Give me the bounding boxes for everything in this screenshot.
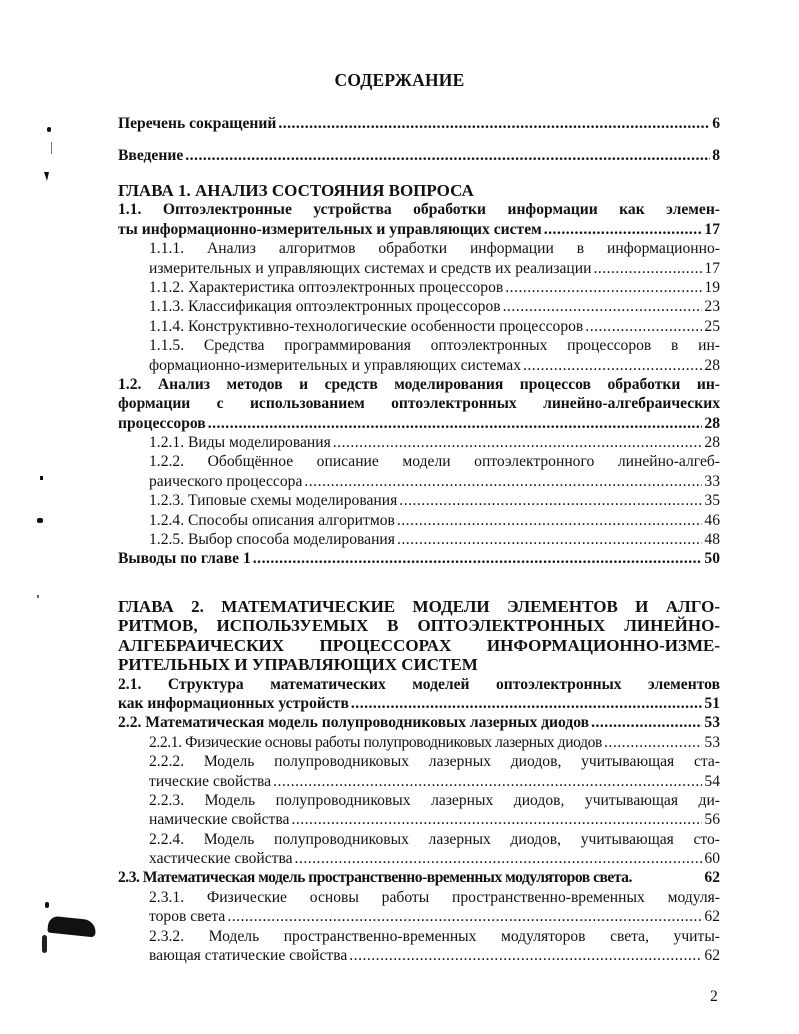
toc-entry-2-2-3[interactable]: 2.2.3. Модель полупроводниковых лазерных диодов, учитывающая ди- намические свойства ..... 56: [118, 791, 720, 830]
leader-dots: [544, 220, 703, 239]
leader-dots: [273, 772, 702, 791]
scan-blot: [47, 916, 97, 938]
chapter-2-heading[interactable]: ГЛАВА 2. МАТЕМАТИЧЕСКИЕ МОДЕЛИ ЭЛЕМЕНТОВ И АЛГО- РИТМОВ, ИСПОЛЬЗУЕМЫХ В ОПТОЭЛЕКТРОННЫХ ЛИНЕЙНО- АЛГЕБРАИЧЕСКИХ ПРОЦЕССОРАХ ИНФОРМАЦИОННО-ИЗМЕ- РИТЕЛЬНЫХ И УПРАВЛЯЮЩИХ СИСТЕМ: [118, 597, 720, 675]
toc-entry-2-3-1[interactable]: 2.3.1. Физические основы работы пространственно-временных модуля- торов света ..... 62: [118, 888, 720, 927]
toc-entry-abbreviations[interactable]: Перечень сокращений ..... 6: [118, 114, 720, 133]
leader-dots: [291, 810, 702, 829]
toc-entry-1-1-5[interactable]: 1.1.5. Средства программирования оптоэлектронных процессоров в ин- формационно-измерительных и управляющих системах ..... 28: [118, 336, 720, 375]
scan-speck: [37, 595, 39, 598]
toc-entry-2-1[interactable]: 2.1. Структура математических моделей оптоэлектронных элементов как информационных устройств ..... 51: [118, 675, 720, 714]
leader-dots: [523, 356, 702, 375]
toc-entry-1-1-4[interactable]: 1.1.4. Конструктивно-технологические особенности процессоров ..... 25: [118, 317, 720, 336]
leader-dots: [397, 530, 702, 549]
leader-dots: [399, 491, 702, 510]
toc-entry-2-2-4[interactable]: 2.2.4. Модель полупроводниковых лазерных диодов, учитывающая сто- хастические свойства ..... 60: [118, 830, 720, 869]
scan-speck: [44, 172, 49, 181]
toc-entry-1-2-2[interactable]: 1.2.2. Обобщённое описание модели оптоэлектронного линейно-алгеб- раического процессора ..... 33: [118, 452, 720, 491]
leader-dots: [304, 472, 702, 491]
toc-entry-2-2[interactable]: 2.2. Математическая модель полупроводниковых лазерных диодов ..... 53: [118, 713, 720, 732]
toc-entry-1-1-1[interactable]: 1.1.1. Анализ алгоритмов обработки информации в информационно- измерительных и управляющих системах и средств их реализации ..... 17: [118, 239, 720, 278]
leader-dots: [591, 713, 702, 732]
toc-entry-2-3-2[interactable]: 2.3.2. Модель пространственно-временных модуляторов света, учиты- вающая статические свойства ..... 62: [118, 927, 720, 966]
scan-speck: [42, 935, 47, 953]
toc-entry-1-2-1[interactable]: 1.2.1. Виды моделирования ..... 28: [118, 433, 720, 452]
scan-speck: [51, 142, 52, 154]
leader-dots: [227, 907, 702, 926]
page-number: 2: [710, 988, 718, 1005]
toc-entry-1-1-2[interactable]: 1.1.2. Характеристика оптоэлектронных процессоров ..... 19: [118, 278, 720, 297]
toc-entry-2-2-2[interactable]: 2.2.2. Модель полупроводниковых лазерных диодов, учитывающая ста- тические свойства ..... 54: [118, 752, 720, 791]
toc-entry-1-2-3[interactable]: 1.2.3. Типовые схемы моделирования ..... 35: [118, 491, 720, 510]
toc-chapter-1: [118, 181, 720, 569]
leader-dots: [253, 549, 703, 568]
leader-dots: [208, 414, 703, 433]
leader-dots: [604, 733, 702, 752]
leader-dots: [503, 297, 703, 316]
page-ref: 6: [712, 115, 720, 132]
leader-dots: [349, 946, 702, 965]
toc-entry-1-1[interactable]: 1.1. Оптоэлектронные устройства обработки информации как элемен- ты информационно-измерительных и управляющих систем ..... 17: [118, 200, 720, 239]
toc-entry-2-3[interactable]: 2.3. Математическая модель пространственно-временных модуляторов света. 62: [118, 869, 720, 887]
leader-dots: [185, 146, 710, 165]
toc-title: СОДЕРЖАНИЕ: [334, 70, 465, 90]
scan-speck: [37, 518, 43, 523]
toc-entry-chapter-1-conclusions[interactable]: Выводы по главе 1 ..... 50: [118, 549, 720, 568]
page-ref: 8: [712, 147, 720, 164]
scan-speck: [47, 127, 51, 132]
scan-speck: [40, 476, 43, 480]
toc-front-matter-2: [118, 146, 720, 165]
leader-dots: [278, 114, 710, 133]
toc-entry-1-1-3[interactable]: 1.1.3. Классификация оптоэлектронных процессоров ..... 23: [118, 297, 720, 316]
chapter-1-heading[interactable]: ГЛАВА 1. АНАЛИЗ СОСТОЯНИЯ ВОПРОСА: [118, 181, 474, 200]
scan-speck: [45, 902, 49, 908]
toc-entry-introduction[interactable]: Введение ..... 8: [118, 146, 720, 165]
leader-dots: [593, 259, 702, 278]
toc-entry-1-2-5[interactable]: 1.2.5. Выбор способа моделирования ..... 48: [118, 530, 720, 549]
leader-dots: [295, 849, 703, 868]
leader-dots: [333, 433, 703, 452]
toc-front-matter: [118, 114, 720, 133]
toc-entry-2-2-1[interactable]: 2.2.1. Физические основы работы полупроводниковых лазерных диодов ..... 53: [118, 733, 720, 752]
leader-dots: [585, 317, 702, 336]
toc-entry-1-2-4[interactable]: 1.2.4. Способы описания алгоритмов ..... 46: [118, 511, 720, 530]
toc-chapter-2: [118, 597, 720, 965]
leader-dots: [505, 278, 702, 297]
toc-entry-1-2[interactable]: 1.2. Анализ методов и средств моделирования процессов обработки ин- формации с использованием оптоэлектронных линейно-алгебраических процессоров ..... 28: [118, 375, 720, 433]
leader-dots: [351, 694, 703, 713]
leader-dots: [397, 511, 703, 530]
